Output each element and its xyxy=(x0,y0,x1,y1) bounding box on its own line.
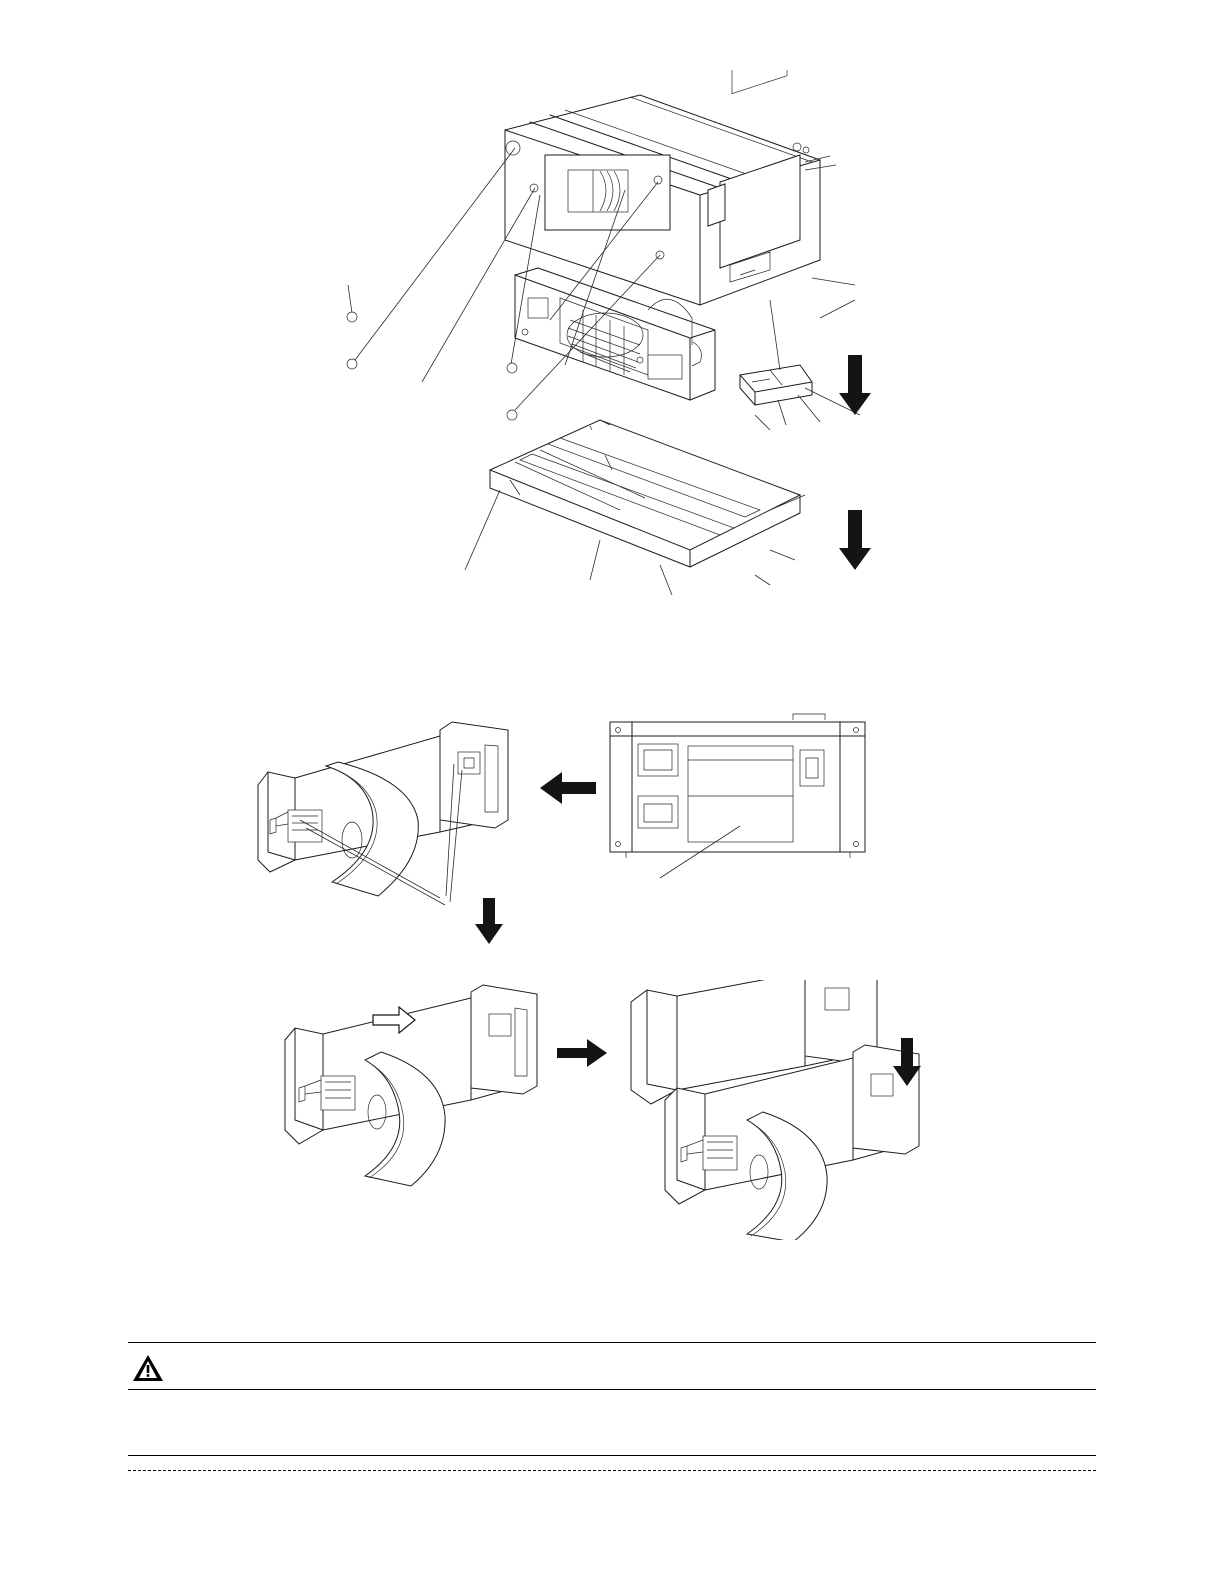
down-arrow-panel-1 xyxy=(839,355,871,415)
right-arrow-step-2 xyxy=(557,1039,607,1067)
assembly-before-slide xyxy=(285,985,537,1186)
footer-dashed-rule xyxy=(128,1470,1096,1471)
caution-rule-top xyxy=(128,1342,1096,1343)
cassette-unit-exploded-view xyxy=(300,70,900,640)
warning-triangle-icon xyxy=(131,1353,165,1383)
down-arrow-step-1 xyxy=(475,898,503,944)
fan-assembly-removal-step-2 xyxy=(265,980,945,1240)
bottom-grille-panel xyxy=(490,420,800,567)
front-view-unit xyxy=(610,714,865,878)
fan-assembly-removal-step-1 xyxy=(240,700,900,950)
unit-body-isometric xyxy=(505,70,836,305)
down-arrow-panel-2 xyxy=(839,510,871,570)
left-arrow-step-1 xyxy=(540,772,596,804)
assembly-after-slide xyxy=(631,980,921,1240)
tilted-fan-assembly xyxy=(258,722,508,905)
caution-rule-bottom xyxy=(128,1455,1096,1456)
caution-rule-mid xyxy=(128,1389,1096,1390)
